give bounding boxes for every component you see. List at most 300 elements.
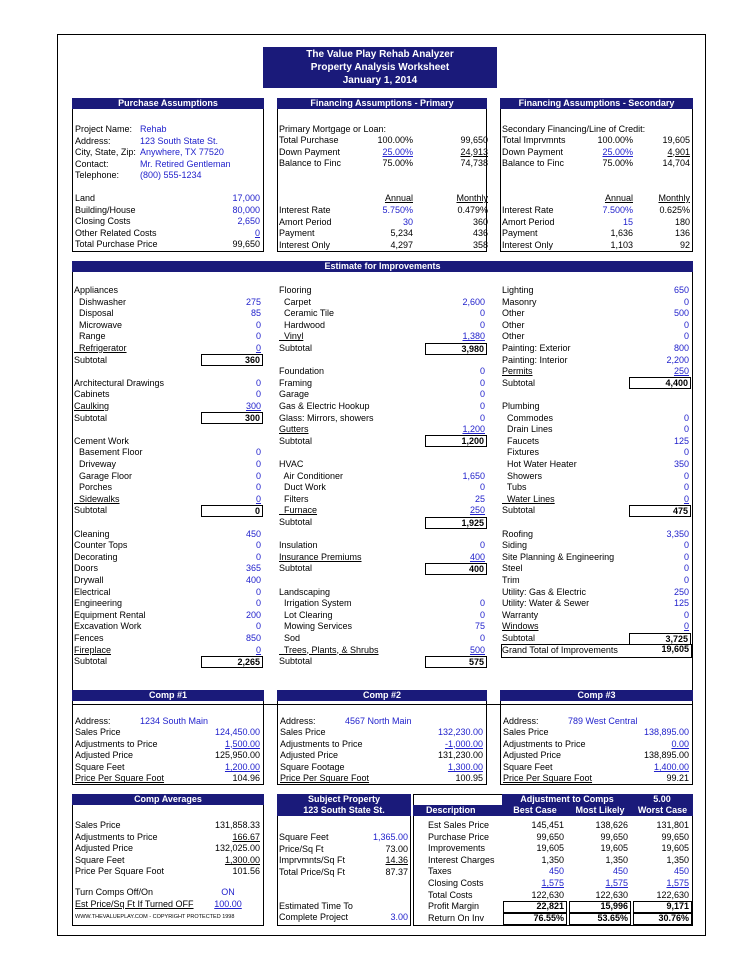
adjust-value: 138,626 bbox=[595, 820, 628, 830]
improvement-label: Lighting bbox=[502, 285, 534, 295]
subject-label: Imprvmnts/Sq Ft bbox=[279, 855, 346, 866]
title-line-1: The Value Play Rehab Analyzer bbox=[306, 49, 454, 60]
copyright: WWW.THEVALUEPLAY.COM - COPYRIGHT PROTECTED 1998 bbox=[75, 914, 235, 920]
fin_primary-term-annual: 5,234 bbox=[390, 228, 413, 239]
fin_secondary-term-monthly: 136 bbox=[674, 228, 690, 239]
subtotal-value: 360 bbox=[201, 354, 263, 366]
fin_secondary-caption: Secondary Financing/Line of Credit: bbox=[502, 124, 646, 134]
improvement-label: HVAC bbox=[279, 459, 304, 469]
comp-address-label: Address: bbox=[280, 716, 316, 726]
improvement-value[interactable]: 0 bbox=[255, 319, 261, 330]
cost-label: Other Related Costs bbox=[75, 227, 157, 238]
improvement-label: Permits bbox=[502, 366, 533, 377]
improvement-label: Air Conditioner bbox=[279, 470, 344, 481]
improvement-label: Subtotal bbox=[279, 435, 313, 446]
improvement-value[interactable]: 0 bbox=[255, 331, 261, 342]
improvement-value[interactable]: 3,350 bbox=[666, 528, 689, 539]
fin_secondary-pct: 75.00% bbox=[602, 158, 633, 169]
improvement-label: Hot Water Heater bbox=[502, 459, 577, 469]
improvement-label: Sidewalks bbox=[74, 493, 120, 504]
adjust-row-label: Taxes bbox=[428, 866, 452, 877]
improvement-value[interactable]: 0 bbox=[255, 540, 261, 551]
improvement-value[interactable]: 0 bbox=[683, 540, 689, 551]
comp-avg-value: 101.56 bbox=[232, 866, 260, 877]
title-banner bbox=[263, 47, 497, 88]
comp-label: Adjustments to Price bbox=[503, 738, 586, 749]
time-value[interactable]: 3.00 bbox=[390, 912, 408, 922]
improvement-value[interactable]: 1,380 bbox=[462, 331, 485, 342]
comp-address[interactable]: 4567 North Main bbox=[345, 716, 412, 726]
improvement-label: Faucets bbox=[502, 435, 540, 446]
comp-value[interactable]: 132,230.00 bbox=[437, 727, 483, 737]
improvement-label: Vinyl bbox=[279, 331, 304, 342]
subject-label: Square Feet bbox=[279, 832, 329, 842]
fin_primary-header: Financing Assumptions - Primary bbox=[277, 98, 487, 109]
improvement-value[interactable]: 0 bbox=[683, 609, 689, 620]
comp-value[interactable]: 0.00 bbox=[671, 738, 689, 749]
adjust-value[interactable]: 1,575 bbox=[541, 878, 564, 888]
improvement-label: Ceramic Tile bbox=[279, 308, 335, 319]
improvement-value[interactable]: 500 bbox=[469, 644, 485, 655]
improvement-value[interactable]: 2,200 bbox=[666, 354, 689, 365]
fin_secondary-term-label: Interest Rate bbox=[502, 205, 554, 215]
fin_primary-amt: 74,738 bbox=[460, 158, 488, 169]
adjust-value: 1,350 bbox=[605, 854, 628, 865]
improvement-label: Gutters bbox=[279, 424, 309, 435]
comp-label: Square Feet bbox=[75, 761, 125, 772]
purchase-value[interactable]: (800) 555-1234 bbox=[140, 170, 202, 181]
est-price-label: Est Price/Sq Ft If Turned OFF bbox=[75, 899, 194, 909]
improvement-value[interactable]: 0 bbox=[683, 621, 689, 632]
purchase-label: City, State, Zip: bbox=[75, 147, 136, 158]
improvement-value[interactable]: 300 bbox=[245, 401, 261, 411]
fin_secondary-header: Financing Assumptions - Secondary bbox=[500, 98, 693, 109]
fin_primary-amt: 24,913 bbox=[460, 146, 488, 157]
comp-avg-label: Adjustments to Price bbox=[75, 831, 158, 842]
improvement-value[interactable]: 1,650 bbox=[462, 470, 485, 481]
adjust-value: 99,650 bbox=[600, 831, 628, 842]
improvement-value[interactable]: 85 bbox=[250, 308, 261, 319]
improvement-label: Insurance Premiums bbox=[279, 551, 362, 562]
comp-value: 131,230.00 bbox=[437, 750, 483, 761]
improvement-value[interactable]: 250 bbox=[469, 505, 485, 516]
comp-label: Sales Price bbox=[280, 727, 326, 737]
fin_primary-label: Total Purchase bbox=[279, 135, 339, 145]
comp-label: Adjustments to Price bbox=[280, 738, 363, 749]
comp-value: 99.21 bbox=[666, 773, 689, 784]
adjust-value: 122,630 bbox=[531, 889, 564, 900]
improvement-label: Drain Lines bbox=[502, 424, 553, 435]
comp-value[interactable]: 1,200.00 bbox=[224, 761, 260, 772]
fin_primary-label: Down Payment bbox=[279, 146, 341, 157]
comps-toggle-value[interactable]: ON bbox=[221, 887, 235, 897]
improvement-label: Subtotal bbox=[279, 343, 313, 353]
improvement-value[interactable]: 0 bbox=[683, 482, 689, 493]
improvement-label: Irrigation System bbox=[279, 598, 352, 609]
improvement-label: Subtotal bbox=[279, 517, 313, 527]
adjust-value: 76.55% bbox=[533, 912, 564, 923]
adjust-value: 122,630 bbox=[595, 889, 628, 900]
adjust-value: 99,650 bbox=[536, 831, 564, 842]
subtotal-value: 3,725 bbox=[629, 633, 691, 645]
subject-value: 14.36 bbox=[385, 855, 408, 866]
fin_primary-term-monthly: 360 bbox=[472, 216, 488, 227]
improvement-label: Subtotal bbox=[74, 505, 108, 516]
improvement-label: Subtotal bbox=[279, 656, 313, 667]
adjust-value: 1,350 bbox=[666, 854, 689, 865]
adjust-value[interactable]: 450 bbox=[673, 866, 689, 877]
comp-value[interactable]: 138,895.00 bbox=[643, 727, 689, 737]
improvement-label: Cabinets bbox=[74, 389, 110, 400]
comp-address-label: Address: bbox=[75, 716, 111, 726]
improvement-value[interactable]: 0 bbox=[255, 377, 261, 388]
time-label-1: Estimated Time To bbox=[279, 901, 353, 911]
improvement-value[interactable]: 125 bbox=[673, 598, 689, 609]
purchase-value[interactable]: Mr. Retired Gentleman bbox=[140, 158, 231, 169]
improvement-label: Hardwood bbox=[279, 319, 326, 330]
fin_primary-term-label: Amort Period bbox=[279, 216, 332, 227]
purchase-value[interactable]: 123 South State St. bbox=[140, 135, 219, 146]
adjust-title: Adjustment to Comps bbox=[520, 794, 614, 804]
comp-value[interactable]: 1,400.00 bbox=[653, 761, 689, 772]
fin_secondary-term-monthly: 92 bbox=[679, 239, 690, 250]
improvement-value[interactable]: 850 bbox=[245, 633, 261, 643]
improvement-label: Doors bbox=[74, 563, 99, 574]
improvement-label: Driveway bbox=[74, 459, 117, 469]
subject-label: Total Price/Sq Ft bbox=[279, 866, 346, 877]
subtotal-value: 2,265 bbox=[201, 656, 263, 668]
improvement-label: Refrigerator bbox=[74, 343, 127, 353]
improvement-value[interactable]: 0 bbox=[479, 319, 485, 330]
improvement-value[interactable]: 200 bbox=[245, 609, 261, 620]
title-line-3: January 1, 2014 bbox=[342, 75, 418, 86]
purchase-value[interactable]: Rehab bbox=[140, 124, 167, 134]
improvement-label: Warranty bbox=[502, 609, 539, 620]
improvement-value[interactable]: 0 bbox=[479, 609, 485, 620]
improvement-label: Other bbox=[502, 308, 525, 319]
comp-label: Adjusted Price bbox=[75, 750, 134, 761]
improvement-value[interactable]: 0 bbox=[255, 482, 261, 493]
comp-avg-label: Adjusted Price bbox=[75, 843, 134, 854]
fin_secondary-term-monthly: 180 bbox=[674, 216, 690, 227]
improvement-label: Lot Clearing bbox=[279, 609, 333, 620]
improvement-value[interactable]: 0 bbox=[479, 598, 485, 609]
improvement-label: Subtotal bbox=[74, 412, 108, 423]
improvement-value[interactable]: 0 bbox=[255, 459, 261, 469]
fin_primary-pct: 100.00% bbox=[377, 135, 413, 145]
comp-avg-value: 1,300.00 bbox=[224, 854, 260, 865]
improvement-label: Basement Floor bbox=[74, 447, 143, 458]
improvement-label: Flooring bbox=[279, 285, 312, 295]
improvement-label: Garage Floor bbox=[74, 470, 133, 481]
adjust-value: 99,650 bbox=[661, 831, 689, 842]
improvement-value[interactable]: 0 bbox=[683, 447, 689, 458]
fin_primary-term-annual: 4,297 bbox=[390, 239, 413, 250]
improvement-label: Duct Work bbox=[279, 482, 326, 493]
purchase-value[interactable]: Anywhere, TX 77520 bbox=[140, 147, 224, 158]
improvement-value[interactable]: 0 bbox=[479, 377, 485, 388]
fin_primary-pct: 75.00% bbox=[382, 158, 413, 169]
improvement-label: Dishwasher bbox=[74, 296, 127, 307]
adjust-row-label: Total Costs bbox=[428, 889, 473, 900]
improvement-value[interactable]: 800 bbox=[673, 343, 689, 353]
fin_primary-term-monthly: 436 bbox=[472, 228, 488, 239]
improvement-value[interactable]: 0 bbox=[255, 493, 261, 504]
improvement-value[interactable]: 0 bbox=[479, 412, 485, 423]
improvements-box bbox=[72, 261, 693, 705]
improvement-label: Painting: Exterior bbox=[502, 343, 571, 353]
improvement-value[interactable]: 0 bbox=[255, 389, 261, 400]
improvement-value[interactable]: 0 bbox=[683, 575, 689, 585]
cost-label: Closing Costs bbox=[75, 216, 131, 227]
comp-address[interactable]: 789 West Central bbox=[568, 716, 638, 726]
improvement-value[interactable]: 0 bbox=[479, 366, 485, 377]
time-label-2: Complete Project bbox=[279, 912, 349, 922]
comp-label: Adjusted Price bbox=[280, 750, 339, 761]
improvement-value[interactable]: 0 bbox=[683, 493, 689, 504]
fin_secondary-monthly-head: Monthly bbox=[658, 193, 690, 203]
improvement-label: Trees, Plants, & Shrubs bbox=[279, 644, 379, 655]
improvement-label: Drywall bbox=[74, 575, 104, 585]
title-line-2: Property Analysis Worksheet bbox=[310, 62, 450, 73]
improvement-value[interactable]: 0 bbox=[683, 331, 689, 342]
improvement-label: Subtotal bbox=[74, 656, 108, 667]
comp-address-label: Address: bbox=[503, 716, 539, 726]
adjust-row-label: Profit Margin bbox=[428, 901, 480, 912]
cost-label: Land bbox=[75, 193, 96, 203]
improvement-value[interactable]: 275 bbox=[245, 296, 261, 307]
fin_primary-term-annual[interactable]: 30 bbox=[402, 216, 413, 227]
adjust-row-label: Improvements bbox=[428, 843, 486, 854]
subtotal-value: 475 bbox=[629, 505, 691, 517]
improvement-value[interactable]: 0 bbox=[255, 586, 261, 597]
improvement-label: Garage bbox=[279, 389, 310, 400]
subject-label: Price/Sq Ft bbox=[279, 843, 324, 854]
improvement-label: Painting: Interior bbox=[502, 354, 568, 365]
fin_secondary-term-annual: 1,636 bbox=[610, 228, 633, 239]
fin_secondary-term-label: Amort Period bbox=[502, 216, 555, 227]
improvement-value[interactable]: 75 bbox=[474, 621, 485, 632]
adjust-value: 19,605 bbox=[536, 843, 564, 854]
improvement-value[interactable]: 0 bbox=[479, 401, 485, 411]
improvement-value[interactable]: 0 bbox=[479, 389, 485, 400]
improvement-value[interactable]: 0 bbox=[479, 540, 485, 551]
fin_primary-pct[interactable]: 25.00% bbox=[382, 146, 413, 157]
improvement-label: Equipment Rental bbox=[74, 609, 146, 620]
comp-avg-header: Comp Averages bbox=[72, 794, 264, 805]
improvement-label: Glass: Mirrors, showers bbox=[279, 412, 374, 423]
improvement-value[interactable]: 0 bbox=[255, 343, 261, 353]
comp-avg-value: 132,025.00 bbox=[214, 843, 260, 854]
improvement-label: Foundation bbox=[279, 366, 325, 377]
improvement-value[interactable]: 650 bbox=[673, 285, 689, 295]
improvement-value[interactable]: 0 bbox=[683, 563, 689, 574]
cost-label: Building/House bbox=[75, 204, 136, 215]
improvement-label: Trim bbox=[502, 575, 520, 585]
improvement-value[interactable]: 0 bbox=[683, 424, 689, 435]
improvement-value[interactable]: 400 bbox=[469, 551, 485, 562]
improvement-value[interactable]: 0 bbox=[255, 621, 261, 632]
comp-value[interactable]: 1,500.00 bbox=[224, 738, 260, 749]
fin_primary-term-label: Interest Only bbox=[279, 239, 331, 250]
adjust-value: 53.65% bbox=[597, 912, 628, 923]
improvement-label: Engineering bbox=[74, 598, 123, 609]
improvement-label: Architectural Drawings bbox=[74, 377, 165, 388]
comp-value[interactable]: 1,300.00 bbox=[447, 761, 483, 772]
improvement-label: Counter Tops bbox=[74, 540, 128, 551]
fin_primary-label: Balance to Finc bbox=[279, 158, 342, 169]
subtotal-value: 19,605 bbox=[661, 644, 689, 655]
adjust-value: 131,801 bbox=[656, 820, 689, 830]
comp-label: Adjusted Price bbox=[503, 750, 562, 761]
comp-label: Square Footage bbox=[280, 761, 345, 772]
improvement-value[interactable]: 0 bbox=[255, 598, 261, 609]
purchase-label: Address: bbox=[75, 135, 111, 146]
improvement-value[interactable]: 400 bbox=[245, 575, 261, 585]
subtotal-value: 300 bbox=[201, 412, 263, 424]
improvement-label: Subtotal bbox=[502, 633, 536, 643]
fin_secondary-label: Balance to Finc bbox=[502, 158, 565, 169]
improvement-label: Other bbox=[502, 319, 525, 330]
improvement-value[interactable]: 0 bbox=[255, 644, 261, 655]
adjust-row-label: Closing Costs bbox=[428, 878, 484, 888]
comp-label: Square Feet bbox=[503, 761, 553, 772]
improvement-label: Appliances bbox=[74, 285, 119, 295]
improvement-value[interactable]: 0 bbox=[683, 412, 689, 423]
improvement-value[interactable]: 125 bbox=[673, 435, 689, 446]
fin_secondary-pct: 100.00% bbox=[597, 135, 633, 145]
comp-value[interactable]: 124,450.00 bbox=[214, 727, 260, 737]
cost-label: Total Purchase Price bbox=[75, 239, 158, 250]
improvement-value[interactable]: 0 bbox=[479, 633, 485, 643]
improvement-value[interactable]: 0 bbox=[479, 482, 485, 493]
fin_secondary-term-annual[interactable]: 7.500% bbox=[602, 205, 633, 215]
improvement-value[interactable]: 25 bbox=[474, 493, 485, 504]
adjust-row-label: Return On Inv bbox=[428, 912, 485, 923]
improvement-value[interactable]: 500 bbox=[673, 308, 689, 319]
improvement-value[interactable]: 0 bbox=[255, 470, 261, 481]
adjust-row-label: Est Sales Price bbox=[428, 820, 490, 830]
fin_secondary-term-annual: 1,103 bbox=[610, 239, 633, 250]
cost-value: 99,650 bbox=[232, 239, 260, 250]
improvement-value[interactable]: 0 bbox=[683, 319, 689, 330]
improvement-label: Landscaping bbox=[279, 586, 331, 597]
improvement-label: Cement Work bbox=[74, 435, 129, 446]
subtotal-value: 3,980 bbox=[425, 343, 487, 355]
improvements-header: Estimate for Improvements bbox=[72, 261, 693, 272]
cost-value[interactable]: 80,000 bbox=[232, 204, 260, 215]
adjust-value: 9,171 bbox=[666, 901, 689, 912]
comp-header: Comp #3 bbox=[500, 690, 693, 701]
improvement-label: Carpet bbox=[279, 296, 312, 307]
subject-value[interactable]: 1,365.00 bbox=[372, 832, 408, 842]
adjust-value[interactable]: 450 bbox=[612, 866, 628, 877]
fin_primary-caption: Primary Mortgage or Loan: bbox=[279, 124, 387, 134]
improvement-label: Site Planning & Engineering bbox=[502, 551, 615, 562]
subtotal-value: 4,400 bbox=[629, 377, 691, 389]
improvement-label: Range bbox=[74, 331, 106, 342]
improvement-value[interactable]: 2,600 bbox=[462, 296, 485, 307]
comp-header: Comp #1 bbox=[72, 690, 264, 701]
improvement-label: Utility: Gas & Electric bbox=[502, 586, 587, 597]
comp-avg-label: Square Feet bbox=[75, 854, 125, 865]
improvement-label: Windows bbox=[502, 621, 539, 632]
improvement-label: Electrical bbox=[74, 586, 111, 597]
comp-label: Price Per Square Foot bbox=[75, 773, 165, 784]
adjust-value[interactable]: 450 bbox=[548, 866, 564, 877]
est-price-value[interactable]: 100.00 bbox=[214, 899, 242, 909]
fin_secondary-amt: 4,901 bbox=[667, 146, 690, 157]
fin_primary-term-label: Payment bbox=[279, 228, 315, 239]
adjust-value: 1,350 bbox=[541, 854, 564, 865]
fin_secondary-amt: 14,704 bbox=[662, 158, 690, 169]
fin_secondary-pct[interactable]: 25.00% bbox=[602, 146, 633, 157]
adjust-col-head: Most Likely bbox=[575, 805, 625, 815]
fin_secondary-term-annual[interactable]: 15 bbox=[622, 216, 633, 227]
improvement-value[interactable]: 0 bbox=[479, 308, 485, 319]
improvement-value[interactable]: 0 bbox=[683, 551, 689, 562]
fin_secondary-term-label: Interest Only bbox=[502, 239, 554, 250]
comp-avg-value: 166.67 bbox=[232, 831, 260, 842]
improvement-value[interactable]: 0 bbox=[255, 447, 261, 458]
improvement-label: Cleaning bbox=[74, 528, 110, 539]
subject-value: 87.37 bbox=[385, 866, 408, 877]
adjust-box-cell bbox=[633, 912, 692, 925]
adjust-value[interactable]: 1,575 bbox=[666, 878, 689, 888]
comp-value: 100.95 bbox=[455, 773, 483, 784]
improvement-label: Steel bbox=[502, 563, 523, 574]
subtotal-value: 0 bbox=[201, 505, 263, 517]
comp-address[interactable]: 1234 South Main bbox=[140, 716, 209, 726]
improvement-value[interactable]: 450 bbox=[245, 528, 261, 539]
cost-value[interactable]: 2,650 bbox=[237, 216, 260, 227]
improvement-value[interactable]: 365 bbox=[245, 563, 261, 574]
fin_primary-term-label: Interest Rate bbox=[279, 205, 331, 215]
improvement-value[interactable]: 350 bbox=[673, 459, 689, 469]
adjust-value: 19,605 bbox=[661, 843, 689, 854]
fin_primary-amt: 99,650 bbox=[460, 135, 488, 145]
improvement-value[interactable]: 0 bbox=[683, 470, 689, 481]
improvement-label: Porches bbox=[74, 482, 113, 493]
comp-value[interactable]: -1,000.00 bbox=[444, 738, 483, 749]
adjust-value: 22,821 bbox=[536, 901, 564, 912]
improvement-value[interactable]: 0 bbox=[683, 296, 689, 307]
fin_primary-term-monthly: 0.479% bbox=[457, 205, 488, 215]
adjust-box-cell bbox=[569, 912, 631, 925]
fin_secondary-annual-head: Annual bbox=[604, 193, 633, 203]
subject-value: 73.00 bbox=[385, 843, 408, 854]
fin_secondary-amt: 19,605 bbox=[662, 135, 690, 145]
desc-header: Description bbox=[426, 805, 476, 815]
improvement-value[interactable]: 1,200 bbox=[462, 424, 485, 435]
improvement-value[interactable]: 250 bbox=[673, 586, 689, 597]
comp-value: 125,950.00 bbox=[214, 750, 260, 761]
adjust-factor: 5.00 bbox=[653, 794, 671, 804]
adjust-row-label: Purchase Price bbox=[428, 831, 490, 842]
improvement-label: Excavation Work bbox=[74, 621, 142, 632]
subtotal-value: 400 bbox=[425, 563, 487, 575]
improvement-value[interactable]: 0 bbox=[255, 551, 261, 562]
improvement-value[interactable]: 250 bbox=[673, 366, 689, 377]
improvement-label: Other bbox=[502, 331, 525, 342]
adjust-value[interactable]: 1,575 bbox=[605, 878, 628, 888]
cost-value[interactable]: 0 bbox=[254, 227, 260, 238]
comp-label: Sales Price bbox=[503, 727, 549, 737]
fin_primary-term-annual[interactable]: 5.750% bbox=[382, 205, 413, 215]
improvement-label: Fences bbox=[74, 633, 104, 643]
cost-value[interactable]: 17,000 bbox=[232, 193, 260, 203]
adjust-row-label: Interest Charges bbox=[428, 854, 495, 865]
